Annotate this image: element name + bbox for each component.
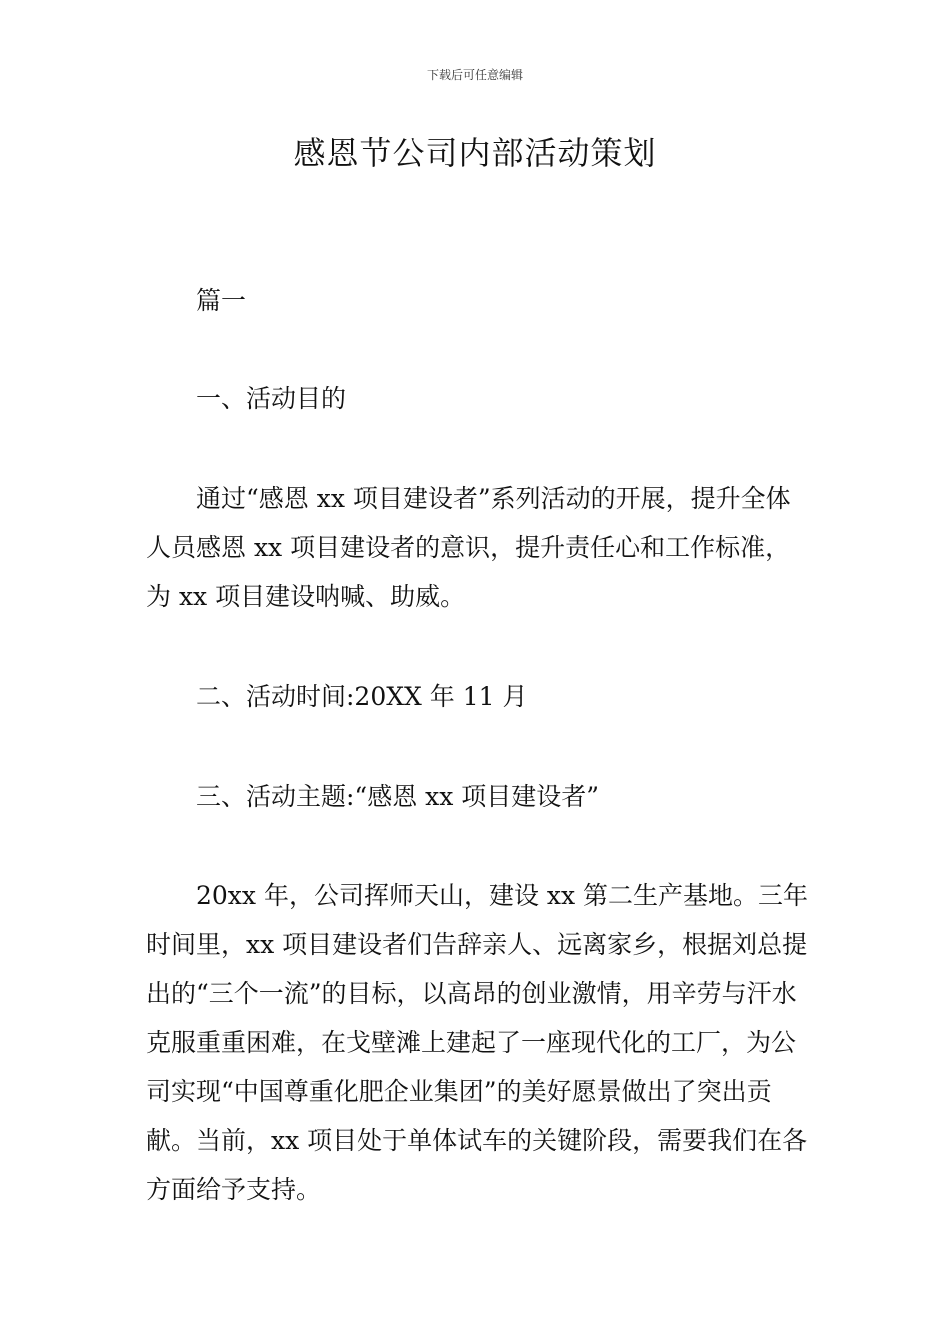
section-heading-purpose: 一、活动目的 [196, 384, 347, 413]
section-body-theme-block [146, 871, 814, 1214]
section-body-purpose-block [146, 474, 814, 621]
section-heading-time: 二、活动时间:20XX 年 11 月 [196, 682, 528, 711]
section-heading-theme: 三、活动主题:“感恩 xx 项目建设者” [196, 782, 600, 811]
header-note: 下载后可任意编辑 [426, 68, 523, 82]
part-label: 篇一 [196, 286, 247, 315]
section-body-theme: 20xx 年，公司挥师天山，建设 xx 第二生产基地。三年时间里，xx 项目建设者们告辞亲人、远离家乡，根据刘总提出的“三个一流”的目标，以高昂的创业激情，用辛劳与汗水克服重重困难，在戈壁滩上建起了一座现代化的工厂，为公司实现“中国尊重化肥企业集团”的美好愿景做出了突出贡献。当前，xx 项目处于单体试车的关键阶段，需要我们在各方面给予支持。 [146, 881, 809, 1204]
document-title: 感恩节公司内部活动策划 [293, 134, 657, 172]
section-body-purpose: 通过“感恩 xx 项目建设者”系列活动的开展，提升全体人员感恩 xx 项目建设者的意识，提升责任心和工作标准，为 xx 项目建设呐喊、助威。 [146, 484, 791, 611]
